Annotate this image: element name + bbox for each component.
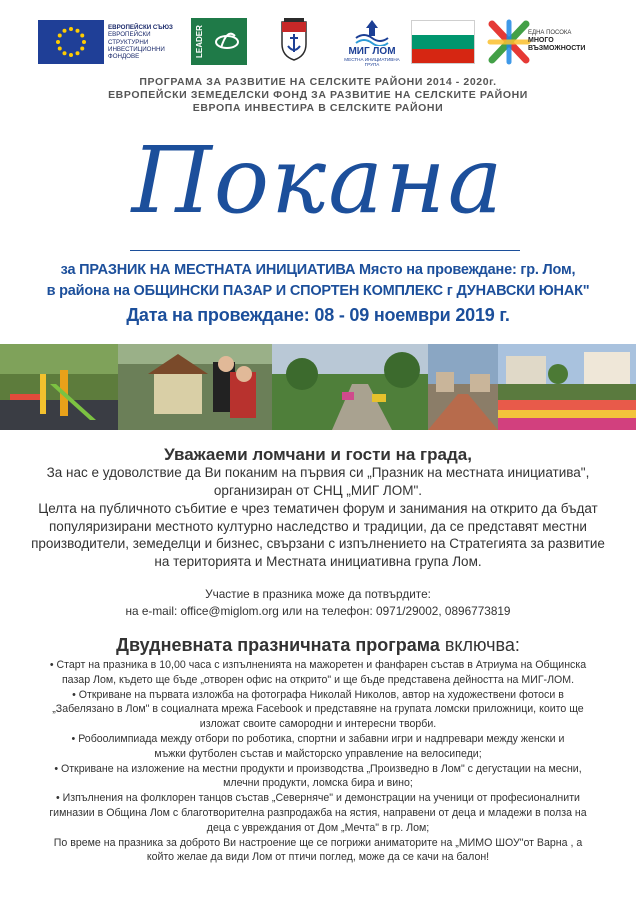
event-date-line: Дата на провеждане: 08 - 09 ноември 2019 г. (126, 305, 510, 325)
bulgarian-flag (411, 20, 475, 64)
eu-star-icon (63, 51, 67, 55)
program-heading-bold: Двудневната празничната програма (116, 635, 440, 655)
eu-star-icon (58, 47, 62, 51)
town-square-photo (428, 344, 498, 430)
program-heading-rest: включва: (439, 635, 520, 655)
one-direction-cross-logo (486, 18, 532, 66)
coat-of-arms-icon (278, 18, 310, 62)
program-item-line: млечни продукти, ломска бира и вино; (223, 777, 413, 790)
event-name-line: за ПРАЗНИК НА МЕСТНАТА ИНИЦИАТИВА Място на провеждане: гр. Лом, (60, 262, 576, 278)
program-item-line: пазар Лом, където ще бъде „отворен офис на открито" и ще бъде представена дейността на МИГ-ЛОМ. (61, 673, 575, 686)
purpose-line: на територията и Местната инициативна група Лом. (154, 553, 482, 569)
mig-lom-name: МИГ ЛОМ (348, 46, 396, 57)
leader-logo-text: LEADER (195, 25, 204, 58)
program-item-line: който желае да види Лом от птичи поглед, може да се качи на балон! (146, 851, 490, 864)
program-item-line: • Старт на празника в 10,00 часа с изпълненията на мажоретен и фанфарен състав в Атриума на Общинска (49, 659, 587, 671)
eu-star-icon (69, 27, 73, 31)
eu-sublabel: ЕВРОПЕЙСКИ СТРУКТУРНИ ИНВЕСТИЦИОННИ ФОНДОВЕ (108, 31, 165, 61)
cross-logo-main: МНОГО ВЪЗМОЖНОСТИ (528, 37, 586, 52)
flower-garden-photo (498, 344, 636, 430)
purpose-line: Целта на публичното събитие е чрез тематичен форум и занимания на открито да бъдат (38, 501, 598, 516)
eu-flag-logo (38, 20, 104, 64)
program-header-line: ЕВРОПА ИНВЕСТИРА В СЕЛСКИТЕ РАЙОНИ (192, 102, 444, 114)
eu-star-icon (80, 34, 84, 38)
eu-star-icon (82, 40, 86, 44)
playground-photo (0, 344, 118, 430)
eu-star-icon (56, 40, 60, 44)
purpose-paragraph (0, 500, 636, 570)
program-item-line: изложат своите самородни и интересни творби. (199, 718, 437, 731)
city-park-photo (272, 344, 428, 430)
confirmation-intro: Участие в празника може да потвърдите: (205, 587, 431, 601)
program-item-line: • Откриване на изложение на местни продукти и производства „Произведно в Лом" с дегустации на месни, (54, 762, 582, 775)
program-header-line: ЕВРОПЕЙСКИ ЗЕМЕДЕЛСКИ ФОНД ЗА РАЗВИТИЕ НА СЕЛСКИТЕ РАЙОНИ (108, 89, 528, 101)
purpose-line: производители, земеделци и бизнес, свързани с изпълнението на Стратегията за развитие (31, 536, 605, 551)
eu-star-icon (76, 51, 80, 55)
mig-lom-emblem-icon (352, 18, 392, 46)
program-item-line: гимназии в Община Лом с благотворителна разпродажба на ястия, направени от деца и младежи в полза на (49, 806, 587, 819)
cross-logo-text (528, 30, 608, 53)
eu-logo-text (108, 24, 190, 60)
intro-line: организиран от СНЦ „МИГ ЛОМ". (213, 482, 423, 498)
program-item-line: • Робоолимпиада между отбори по роботика, спортни и забавни игри и надпревари между женски и (71, 732, 565, 745)
mig-lom-subtitle: МЕСТНА ИНИЦИАТИВНА ГРУПА (344, 57, 400, 67)
eu-star-icon (76, 29, 80, 33)
program-item-line: • Изпълнения на фолклорен танцов състав „Северняче" и демонстрации на ученици от професионалнити (56, 792, 580, 805)
program-heading (0, 635, 636, 656)
eu-star-icon (80, 47, 84, 51)
intro-paragraph (0, 464, 636, 499)
title-divider (130, 250, 520, 251)
leader-logo (191, 18, 247, 65)
invitation-title: Покана (131, 127, 505, 234)
program-item-line: По време на празника за доброто Ви настроение ще се погрижи аниматорите на „МИМО ШОУ"от Варна , а (53, 836, 583, 849)
program-item-line: „Забелязано в Лом" в социалната мрежа Facebook и представяне на групата ломски приложници, които ще (52, 703, 584, 716)
fairy-tale-house-photo (118, 344, 272, 430)
eu-star-icon (63, 29, 67, 33)
program-items (0, 658, 636, 865)
eu-star-icon (58, 34, 62, 38)
photo-strip (0, 344, 636, 430)
confirmation-contacts: на e-mail: office@miglom.org или на телефон: 0971/29002, 0896773819 (125, 604, 511, 618)
eu-label: ЕВРОПЕЙСКИ СЪЮЗ (108, 24, 173, 31)
mig-lom-logo (340, 18, 404, 68)
program-header (0, 76, 636, 115)
logo-bar (38, 18, 598, 68)
program-item-line: деца с увреждания от Дом „Мечта" в гр. Лом; (206, 821, 430, 834)
greeting-heading: Уважаеми ломчани и гости на града, (164, 445, 472, 464)
cross-logo-tagline: ЕДНА ПОСОКА (528, 30, 572, 36)
event-location-line: в района на ОБЩИНСКИ ПАЗАР И СПОРТЕН КОМПЛЕКС г ДУНАВСКИ ЮНАК" (46, 283, 590, 299)
program-item-line: мъжки футболен състав и майсторско управление на велосипеди; (154, 747, 482, 760)
program-item-line: • Откриване на първата изложба на фотографа Николай Николов, автор на художествени фотоси в (72, 688, 564, 701)
eu-star-icon (69, 53, 73, 57)
purpose-line: популяризирани местното културно наследство и традиции, да се представят местни (49, 518, 587, 534)
intro-line: За нас е удоволствие да Ви поканим на първия си „Празник на местната инициатива", (46, 465, 590, 480)
program-header-line: ПРОГРАМА ЗА РАЗВИТИЕ НА СЕЛСКИТЕ РАЙОНИ 2014 - 2020г. (139, 76, 497, 88)
